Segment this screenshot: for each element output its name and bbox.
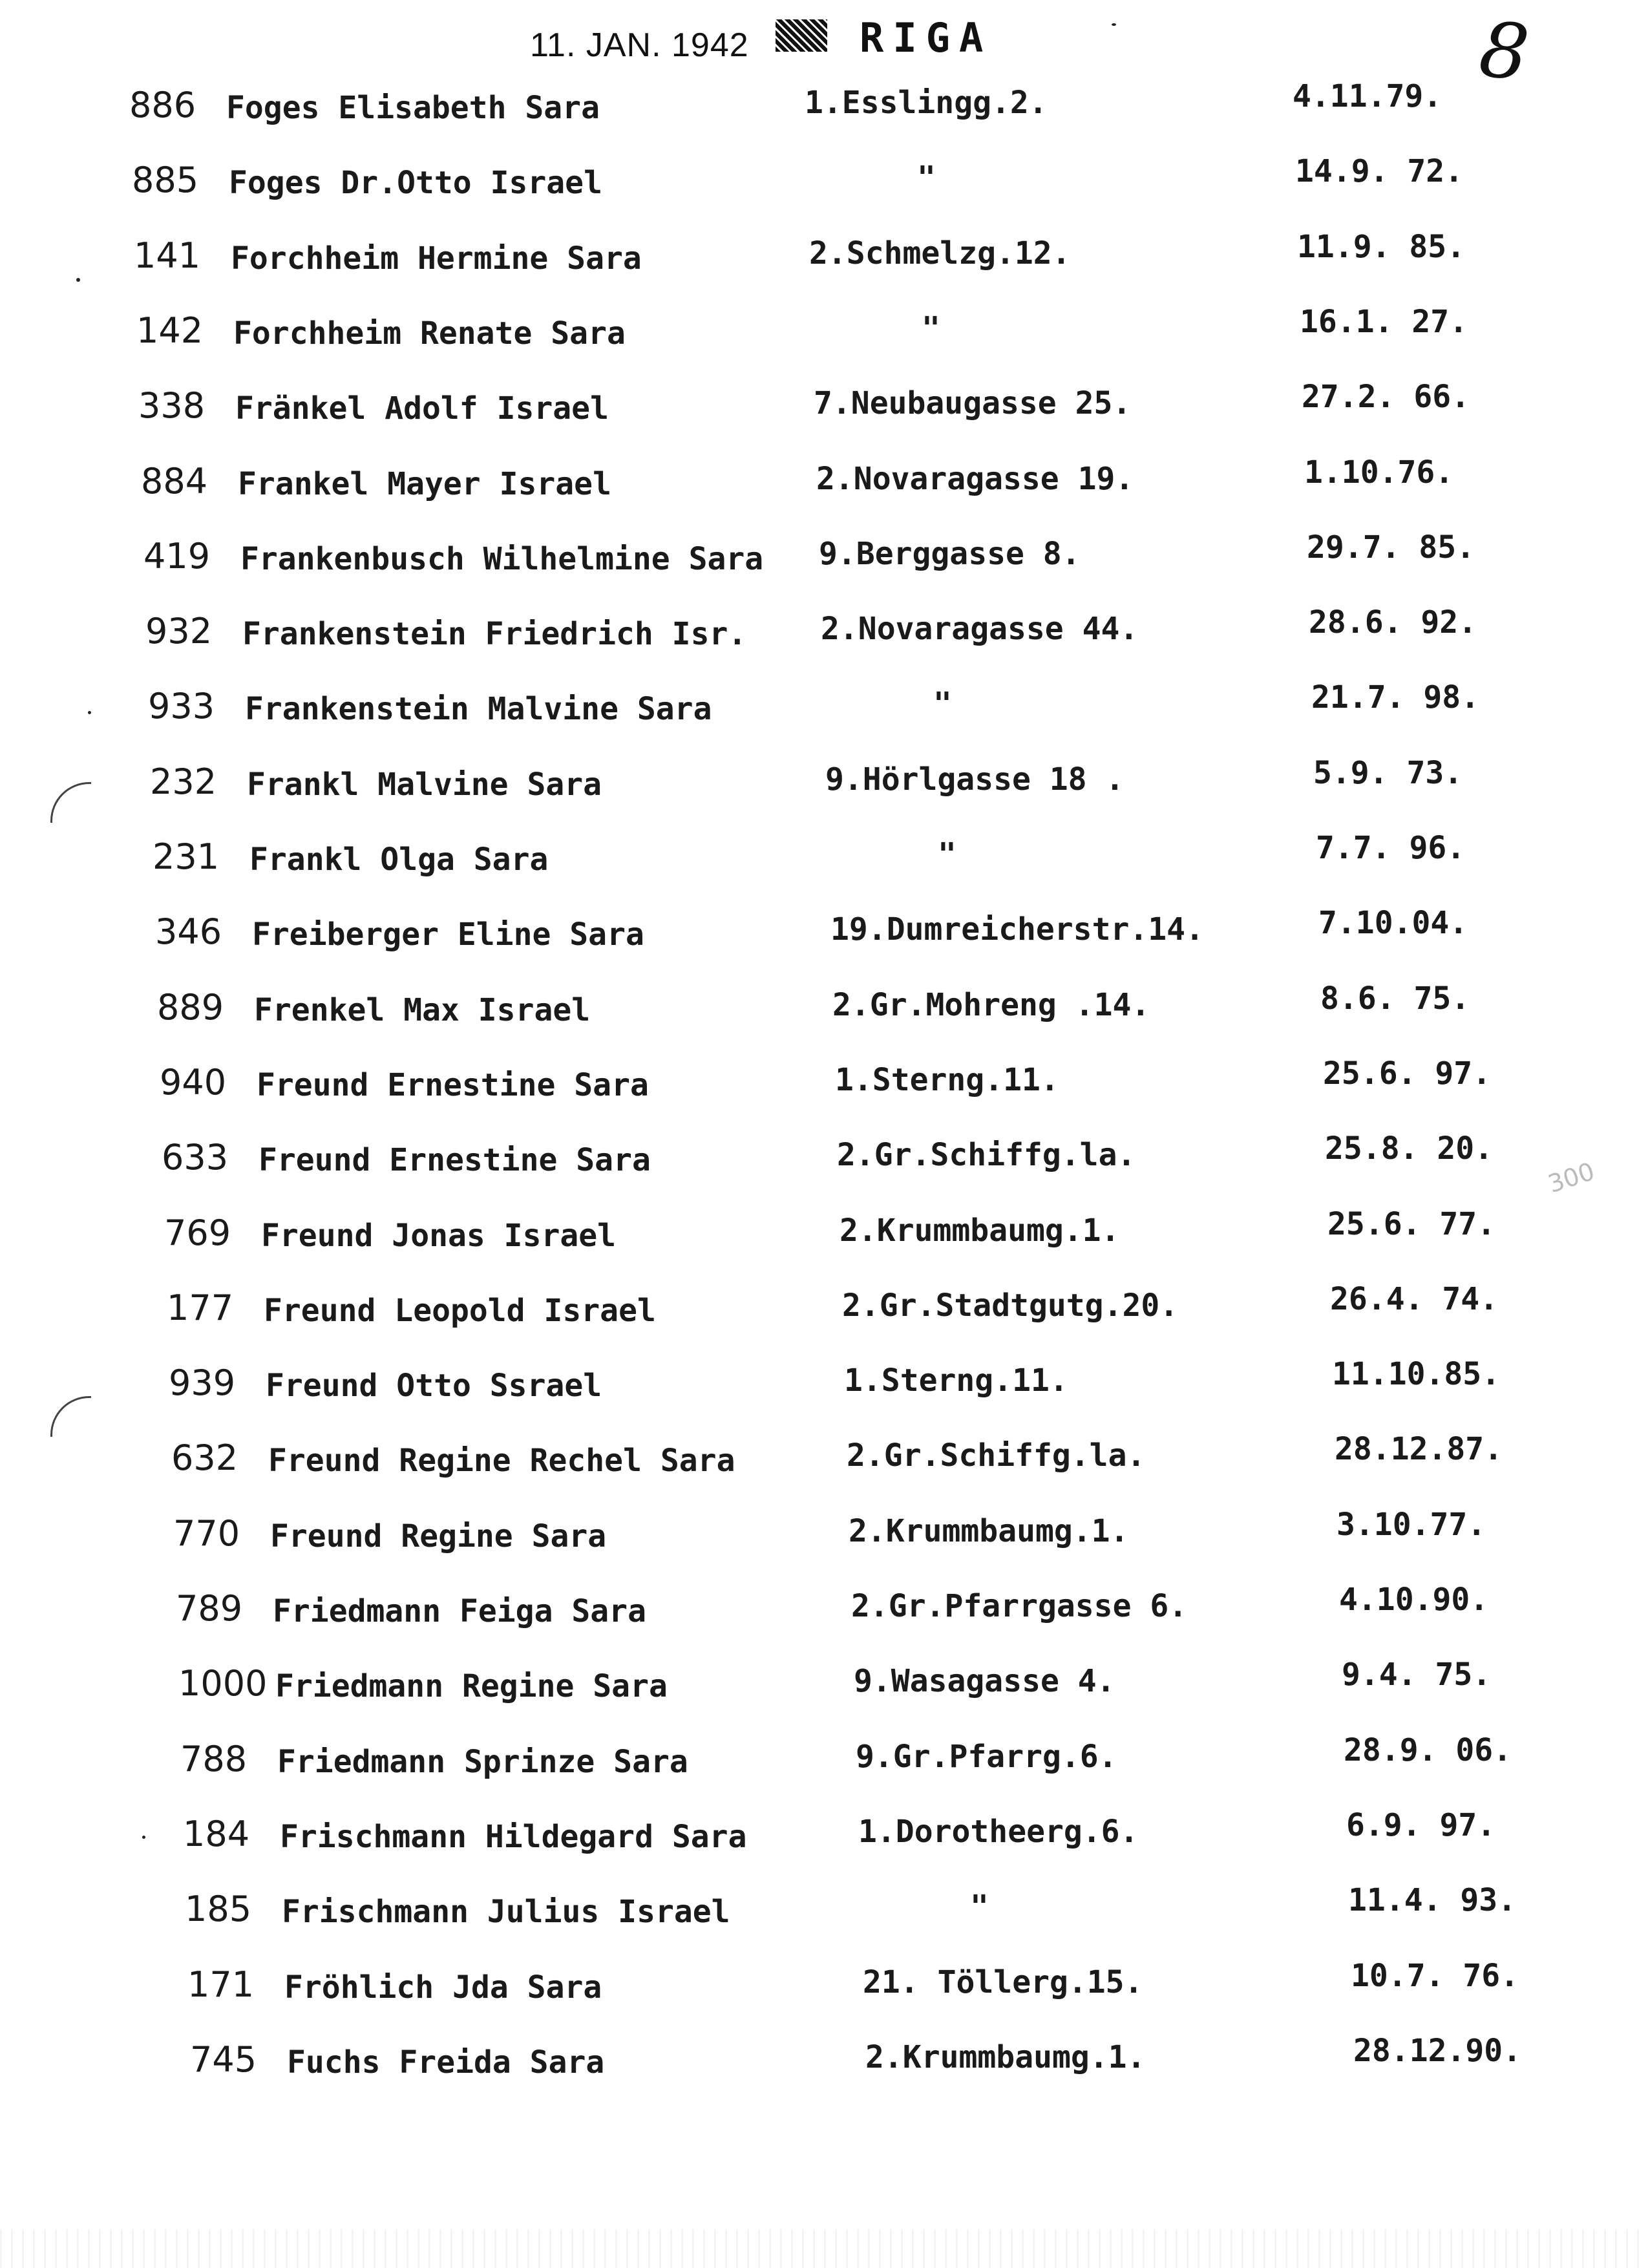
address: 2.Krummbaumg.1.: [840, 1213, 1120, 1249]
transport-number: 142: [136, 310, 204, 351]
birth-date: 28.12.87.: [1335, 1431, 1503, 1467]
list-entry: [185, 1882, 1648, 1932]
person-name: Freund Ernestine Sara: [259, 1142, 651, 1178]
transport-number: 632: [171, 1437, 238, 1478]
person-name: Friedmann Feiga Sara: [273, 1593, 646, 1629]
birth-date: 8.6. 75.: [1320, 980, 1470, 1017]
address: 1.Sterng.11.: [844, 1362, 1068, 1399]
birth-date: 4.10.90.: [1339, 1582, 1489, 1618]
transport-number: 171: [187, 1964, 255, 2005]
address: ": [917, 160, 936, 196]
list-entry: [134, 229, 1648, 279]
list-entry: [167, 1281, 1648, 1331]
address: 2.Gr.Schiffg.la.: [837, 1137, 1136, 1173]
birth-date: 27.2. 66.: [1302, 379, 1470, 415]
address: 7.Neubaugasse 25.: [814, 385, 1132, 421]
transport-number: 885: [132, 160, 199, 200]
address: 2.Gr.Mohreng .14.: [832, 987, 1150, 1023]
address: ": [938, 836, 956, 873]
address: 9.Gr.Pfarrg.6.: [856, 1739, 1117, 1775]
birth-date: 5.9. 73.: [1313, 755, 1463, 791]
transport-number: 231: [153, 836, 220, 877]
margin-pencil-note: 300: [1544, 1156, 1598, 1199]
birth-date: 9.4. 75.: [1342, 1657, 1492, 1693]
person-name: Fränkel Adolf Israel: [235, 390, 609, 427]
address: 2.Schmelzg.12.: [809, 235, 1071, 271]
list-entry: [136, 304, 1648, 354]
birth-date: 25.8. 20.: [1325, 1130, 1494, 1167]
address: 2.Krummbaumg.1.: [865, 2039, 1146, 2075]
person-name: Frankenstein Malvine Sara: [245, 691, 712, 727]
person-name: Friedmann Regine Sara: [275, 1668, 668, 1704]
transport-number: 232: [150, 761, 217, 802]
person-name: Frankel Mayer Israel: [238, 466, 611, 502]
list-entry: [145, 604, 1648, 654]
person-name: Forchheim Renate Sara: [233, 315, 626, 352]
transport-number: 185: [185, 1889, 252, 1929]
birth-date: 25.6. 97.: [1323, 1055, 1492, 1092]
person-name: Freund Regine Sara: [270, 1518, 607, 1554]
transport-number: 789: [176, 1588, 243, 1629]
list-entry: [164, 1206, 1648, 1256]
birth-date: 14.9. 72.: [1295, 153, 1464, 189]
address: 2.Gr.Stadtgutg.20.: [842, 1288, 1179, 1324]
birth-date: 3.10.77.: [1336, 1507, 1486, 1543]
address: 9.Berggasse 8.: [819, 536, 1081, 572]
address: 1.Dorotheerg.6.: [858, 1814, 1139, 1850]
list-entry: [173, 1507, 1648, 1556]
address: 1.Sterng.11.: [835, 1062, 1059, 1098]
birth-date: 11.10.85.: [1332, 1356, 1501, 1392]
list-entry: [150, 755, 1648, 805]
transport-number: 338: [138, 385, 206, 426]
transport-number: 419: [143, 536, 211, 577]
address: ": [970, 1889, 989, 1925]
person-name: Frenkel Max Israel: [254, 992, 591, 1028]
list-entry: [153, 830, 1648, 880]
list-entry: [169, 1356, 1648, 1406]
list-entry: [155, 905, 1648, 955]
list-entry: [180, 1732, 1648, 1782]
person-name: Freund Regine Rechel Sara: [268, 1443, 735, 1479]
date-stamp: 11. JAN. 1942: [530, 26, 749, 64]
scan-speck: [76, 278, 80, 282]
address: 9.Hörlgasse 18 .: [825, 761, 1125, 798]
birth-date: 25.6. 77.: [1327, 1206, 1496, 1242]
birth-date: 28.9. 06.: [1344, 1732, 1512, 1768]
transport-number: 939: [169, 1362, 236, 1403]
person-name: Freund Leopold Israel: [264, 1293, 656, 1329]
birth-date: 7.7. 96.: [1316, 830, 1466, 866]
address: 2.Krummbaumg.1.: [849, 1513, 1129, 1549]
transport-number: 346: [155, 911, 222, 952]
transport-number: 884: [141, 461, 208, 502]
birth-date: 10.7. 76.: [1351, 1958, 1519, 1994]
scan-speck: [1112, 23, 1116, 26]
list-entry: [162, 1130, 1648, 1180]
list-entry: [183, 1807, 1648, 1857]
birth-date: 16.1. 27.: [1300, 304, 1468, 340]
transport-number: 933: [148, 686, 215, 726]
list-entry: [190, 2033, 1648, 2083]
birth-date: 7.10.04.: [1318, 905, 1468, 941]
person-name: Foges Dr.Otto Israel: [229, 165, 602, 201]
list-entry: [129, 78, 1648, 128]
address: 21. Töllerg.15.: [863, 1964, 1143, 2000]
person-name: Forchheim Hermine Sara: [231, 240, 642, 277]
list-entry: [187, 1958, 1648, 2008]
person-name: Frankl Malvine Sara: [247, 767, 602, 803]
birth-date: 11.4. 93.: [1348, 1882, 1517, 1918]
transport-number: 889: [157, 987, 224, 1028]
transport-number: 932: [145, 611, 213, 652]
list-entry: [171, 1431, 1648, 1481]
address: ": [922, 310, 940, 346]
person-name: Freund Ernestine Sara: [257, 1067, 649, 1103]
destination-title: RIGA: [860, 14, 993, 61]
address: 2.Novaragasse 44.: [821, 611, 1139, 647]
birth-date: 1.10.76.: [1304, 454, 1454, 491]
birth-date: 28.6. 92.: [1309, 604, 1477, 641]
person-name: Frankenstein Friedrich Isr.: [242, 616, 747, 652]
transport-number: 788: [180, 1739, 248, 1779]
handwritten-page-number: 8: [1475, 4, 1534, 98]
address: 2.Gr.Schiffg.la.: [847, 1437, 1146, 1474]
transport-number: 745: [190, 2039, 257, 2080]
list-entry: [141, 454, 1648, 504]
address: 1.Esslingg.2.: [805, 85, 1048, 121]
birth-date: 11.9. 85.: [1297, 229, 1466, 265]
person-name: Fröhlich Jda Sara: [284, 1969, 602, 2006]
transport-number: 886: [129, 85, 196, 125]
list-entry: [178, 1657, 1648, 1706]
transport-number: 184: [183, 1814, 250, 1854]
list-entry: [148, 679, 1648, 729]
person-name: Frankenbusch Wilhelmine Sara: [240, 541, 764, 577]
list-entry: [132, 153, 1648, 203]
transport-number: 177: [167, 1288, 234, 1328]
address: 19.Dumreicherstr.14.: [830, 911, 1204, 948]
birth-date: 4.11.79.: [1293, 78, 1442, 114]
transport-number: 1000: [178, 1663, 268, 1704]
person-name: Fuchs Freida Sara: [287, 2044, 605, 2081]
person-name: Friedmann Sprinze Sara: [277, 1744, 688, 1780]
list-entry: [160, 1055, 1648, 1105]
birth-date: 29.7. 85.: [1307, 529, 1475, 566]
person-name: Frischmann Hildegard Sara: [280, 1819, 747, 1855]
person-name: Freiberger Eline Sara: [252, 917, 644, 953]
list-entry: [138, 379, 1648, 429]
list-entry: [157, 980, 1648, 1030]
transport-number: 770: [173, 1513, 240, 1554]
person-name: Frankl Olga Sara: [249, 842, 549, 878]
transport-number: 940: [160, 1062, 227, 1103]
person-name: Frischmann Julius Israel: [282, 1894, 730, 1930]
scan-noise: [0, 2229, 1648, 2268]
address: 2.Gr.Pfarrgasse 6.: [851, 1588, 1188, 1624]
list-entry: [143, 529, 1648, 579]
list-entry: [176, 1582, 1648, 1631]
transport-number: 769: [164, 1213, 231, 1253]
birth-date: 6.9. 97.: [1346, 1807, 1496, 1843]
transport-number: 633: [162, 1137, 229, 1178]
birth-date: 28.12.90.: [1353, 2033, 1522, 2069]
transport-number: 141: [134, 235, 201, 276]
birth-date: 21.7. 98.: [1311, 679, 1480, 715]
person-name: Freund Otto Ssrael: [266, 1368, 602, 1404]
person-name: Freund Jonas Israel: [261, 1218, 617, 1254]
scan-speck: [88, 711, 91, 714]
address: 9.Wasagasse 4.: [854, 1663, 1115, 1699]
address: ": [933, 686, 952, 722]
scan-speck: [142, 1836, 145, 1839]
birth-date: 26.4. 74.: [1330, 1281, 1499, 1317]
person-name: Foges Elisabeth Sara: [226, 90, 600, 126]
address: 2.Novaragasse 19.: [816, 461, 1134, 497]
